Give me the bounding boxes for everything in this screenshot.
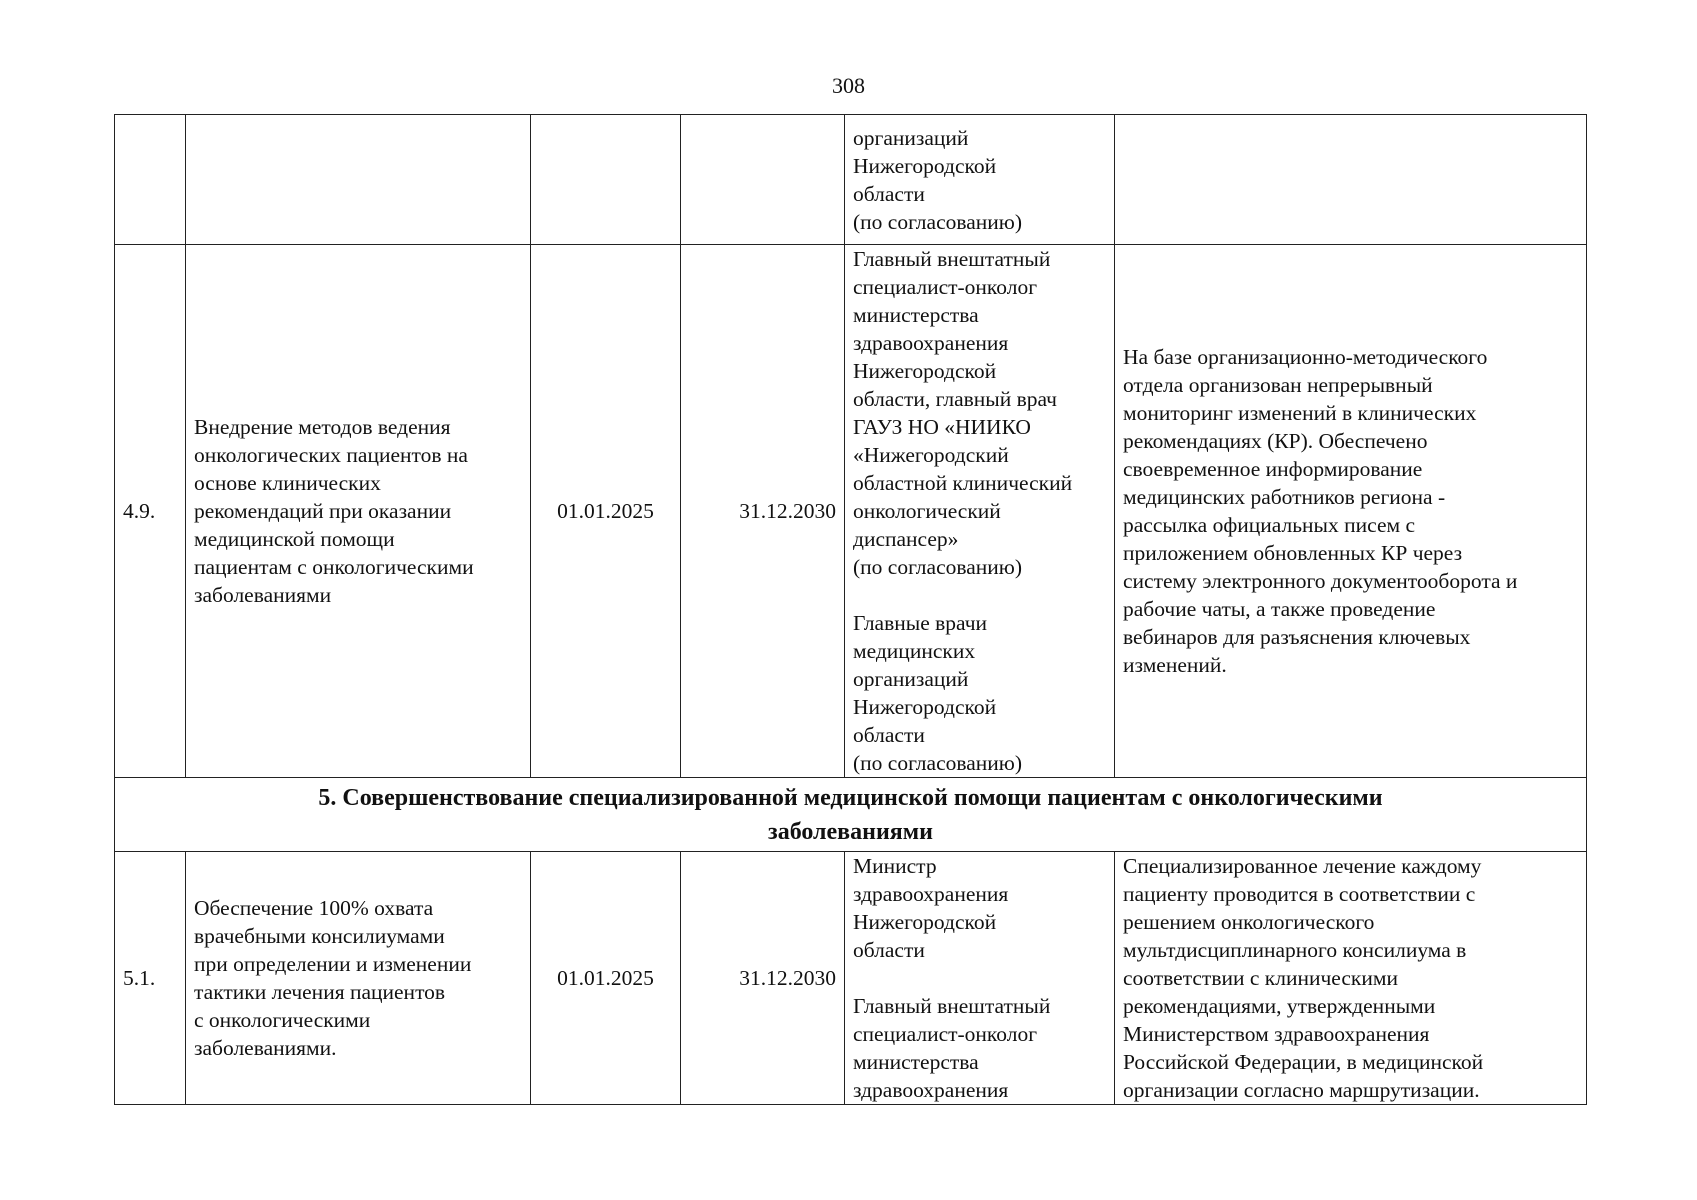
result-line: рекомендациями, утвержденными — [1123, 994, 1436, 1018]
responsible-line: (по согласованию) — [853, 555, 1023, 579]
responsible-line: специалист-онколог — [853, 275, 1038, 299]
responsible-line: Главный внештатный — [853, 247, 1051, 271]
action-plan-table — [114, 114, 1587, 1105]
table-row-continued — [115, 115, 1587, 245]
result-line: изменений. — [1123, 653, 1227, 677]
section-title — [115, 778, 1587, 852]
cell-result — [1115, 245, 1587, 778]
responsible-line: области — [853, 181, 925, 206]
section-title-line: 5. Совершенствование специализированной медицинской помощи пациентам с онкологическими — [318, 784, 1383, 811]
measure-line: заболеваниями — [194, 583, 332, 607]
result-line: соответствии с клиническими — [1123, 966, 1398, 990]
responsible-line: Нижегородской — [853, 359, 997, 383]
result-line: отдела организован непрерывный — [1123, 373, 1433, 397]
cell-number: 4.9. — [115, 245, 186, 778]
responsible-line: организаций — [853, 667, 969, 691]
measure-line: тактики лечения пациентов — [194, 980, 446, 1004]
result-line: Специализированное лечение каждому — [1123, 854, 1482, 878]
responsible-line: Главный внештатный — [853, 994, 1051, 1018]
result-line: решением онкологического — [1123, 910, 1375, 934]
responsible-line: области — [853, 723, 925, 747]
responsible-line: специалист-онколог — [853, 1022, 1038, 1046]
section-title-line: заболеваниями — [768, 818, 933, 845]
responsible-line: организаций — [853, 125, 969, 150]
cell-end-date — [681, 115, 845, 245]
responsible-line: Нижегородской — [853, 695, 997, 719]
result-line: медицинских работников региона - — [1123, 485, 1446, 509]
cell-result — [1115, 852, 1587, 1105]
result-line: Российской Федерации, в медицинской — [1123, 1050, 1484, 1074]
responsible-line: медицинских — [853, 639, 976, 663]
result-line: пациенту проводится в соответствии с — [1123, 882, 1476, 906]
responsible-line: диспансер» — [853, 527, 959, 551]
measure-line: врачебными консилиумами — [194, 924, 445, 948]
page-number: 308 — [832, 73, 865, 98]
responsible-line: Главные врачи — [853, 611, 988, 635]
responsible-line: здравоохранения — [853, 882, 1009, 906]
responsible-line: области — [853, 938, 925, 962]
result-line: мониторинг изменений в клинических — [1123, 401, 1477, 425]
responsible-line: министерства — [853, 303, 979, 327]
result-line: рекомендациях (КР). Обеспечено — [1123, 429, 1428, 453]
result-line: На базе организационно-методического — [1123, 345, 1488, 369]
result-line: приложением обновленных КР через — [1123, 541, 1463, 565]
paragraph-gap — [853, 581, 1106, 609]
responsible-line: (по согласованию) — [853, 751, 1023, 775]
responsible-line: здравоохранения — [853, 1078, 1009, 1102]
cell-measure — [186, 852, 531, 1105]
measure-line: онкологических пациентов на — [194, 443, 468, 467]
responsible-line: онкологический — [853, 499, 1001, 523]
measure-line: Обеспечение 100% охвата — [194, 896, 434, 920]
cell-responsible — [845, 245, 1115, 778]
responsible-line: Нижегородской — [853, 153, 997, 178]
responsible-line: здравоохранения — [853, 331, 1009, 355]
measure-line: при определении и изменении — [194, 952, 472, 976]
cell-start-date — [531, 115, 681, 245]
cell-number: 5.1. — [115, 852, 186, 1105]
measure-line: медицинской помощи — [194, 527, 395, 551]
cell-start-date: 01.01.2025 — [531, 852, 681, 1105]
responsible-line: Министр — [853, 854, 937, 878]
responsible-line: министерства — [853, 1050, 979, 1074]
result-line: систему электронного документооборота и — [1123, 569, 1518, 593]
result-line: Министерством здравоохранения — [1123, 1022, 1430, 1046]
result-line: рассылка официальных писем с — [1123, 513, 1416, 537]
responsible-line: области, главный врач — [853, 387, 1057, 411]
measure-line: рекомендаций при оказании — [194, 499, 452, 523]
cell-measure — [186, 245, 531, 778]
measure-line: с онкологическими — [194, 1008, 371, 1032]
result-line: рабочие чаты, а также проведение — [1123, 597, 1436, 621]
cell-responsible — [845, 852, 1115, 1105]
cell-start-date: 01.01.2025 — [531, 245, 681, 778]
responsible-line: «Нижегородский — [853, 443, 1009, 467]
measure-line: заболеваниями. — [194, 1036, 337, 1060]
cell-measure — [186, 115, 531, 245]
paragraph-gap — [853, 964, 1106, 992]
measure-line: Внедрение методов ведения — [194, 415, 451, 439]
responsible-line: областной клинический — [853, 471, 1073, 495]
section-header-row — [115, 778, 1587, 852]
result-line: своевременное информирование — [1123, 457, 1423, 481]
result-line: мультдисциплинарного консилиума в — [1123, 938, 1467, 962]
result-line: вебинаров для разъяснения ключевых — [1123, 625, 1471, 649]
cell-end-date: 31.12.2030 — [681, 245, 845, 778]
responsible-line: (по согласованию) — [853, 209, 1023, 234]
measure-line: пациентам с онкологическими — [194, 555, 474, 579]
cell-end-date: 31.12.2030 — [681, 852, 845, 1105]
cell-number — [115, 115, 186, 245]
result-line: организации согласно маршрутизации. — [1123, 1078, 1480, 1102]
cell-result — [1115, 115, 1587, 245]
measure-line: основе клинических — [194, 471, 381, 495]
cell-responsible — [845, 115, 1115, 245]
table-row-5-1 — [115, 852, 1587, 1105]
table-row-4-9 — [115, 245, 1587, 778]
responsible-line: Нижегородской — [853, 910, 997, 934]
responsible-line: ГАУЗ НО «НИИКО — [853, 415, 1031, 439]
